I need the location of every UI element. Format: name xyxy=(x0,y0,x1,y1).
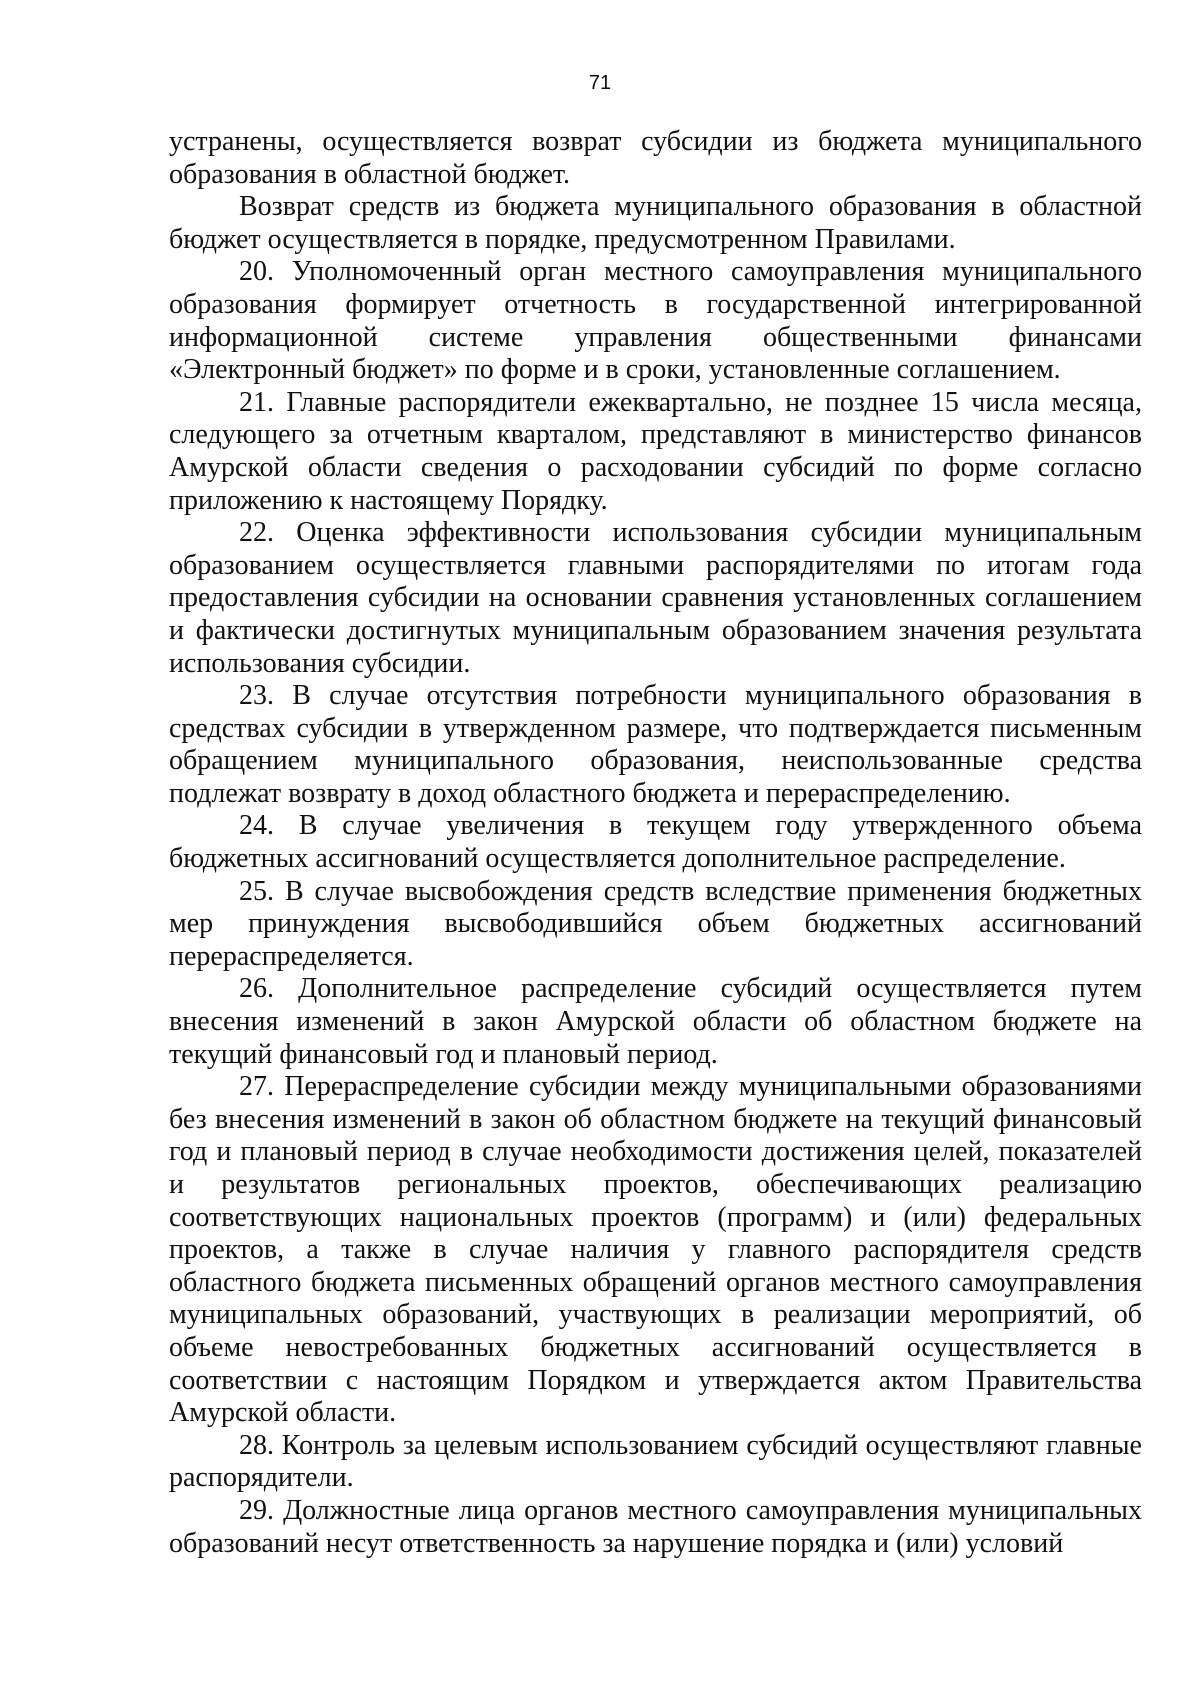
paragraph-1: устранены, осуществляется возврат субсидии из бюджета муниципального образования в областной бюджет. xyxy=(169,126,1142,190)
paragraph-28: 28. Контроль за целевым использованием субсидий осуществляют главные распорядители. xyxy=(169,1429,1142,1494)
paragraph-23: 23. В случае отсутствия потребности муниципального образования в средствах субсидии в утвержденном размере, что подтверждается письменным обращением муниципального образования, неиспользованные средства подлежат возврату в доход областного бюджета и перераспределению. xyxy=(169,680,1142,809)
document-body xyxy=(169,126,1142,1560)
paragraph-22: 22. Оценка эффективности использования субсидии муниципальным образованием осуществляется главными распорядителями по итогам года предоставления субсидии на основании сравнения установленных соглашением и фактически достигнутых муниципальным образованием значения результата использования субсидии. xyxy=(169,517,1142,679)
paragraph-21: 21. Главные распорядители ежеквартально, не позднее 15 числа месяца, следующего за отчетным кварталом, представляют в министерство финансов Амурской области сведения о расходовании субсидий по форме согласно приложению к настоящему Порядку. xyxy=(169,386,1142,516)
paragraph-26: 26. Дополнительное распределение субсидий осуществляется путем внесения изменений в закон Амурской области об областном бюджете на текущий финансовый год и плановый период. xyxy=(169,973,1142,1070)
paragraph-24: 24. В случае увеличения в текущем году утвержденного объема бюджетных ассигнований осуществляется дополнительное распределение. xyxy=(169,810,1142,875)
paragraph-2: Возврат средств из бюджета муниципального образования в областной бюджет осуществляется в порядке, предусмотренном Правилами. xyxy=(169,191,1142,255)
page-number: 71 xyxy=(588,72,612,94)
paragraph-25: 25. В случае высвобождения средств вследствие применения бюджетных мер принуждения высвободившийся объем бюджетных ассигнований перераспределяется. xyxy=(169,875,1142,972)
paragraph-29: 29. Должностные лица органов местного самоуправления муниципальных образований несут ответственность за нарушение порядка и (или) условий xyxy=(169,1494,1142,1559)
paragraph-20: 20. Уполномоченный орган местного самоуправления муниципального образования формирует отчетность в государственной интегрированной информационной системе управления общественными финансами «Электронный бюджет» по форме и в сроки, установленные соглашением. xyxy=(169,256,1142,386)
paragraph-27: 27. Перераспределение субсидии между муниципальными образованиями без внесения изменений в закон об областном бюджете на текущий финансовый год и плановый период в случае необходимости достижения целей, показателей и результатов региональных проектов, обеспечивающих реализацию соответствующих национальных проектов (программ) и (или) федеральных проектов, а также в случае наличия у главного распорядителя средств областного бюджета письменных обращений органов местного самоуправления муниципальных образований, участвующих в реализации мероприятий, об объеме невостребованных бюджетных ассигнований осуществляется в соответствии с настоящим Порядком и утверждается актом Правительства Амурской области. xyxy=(169,1071,1142,1429)
